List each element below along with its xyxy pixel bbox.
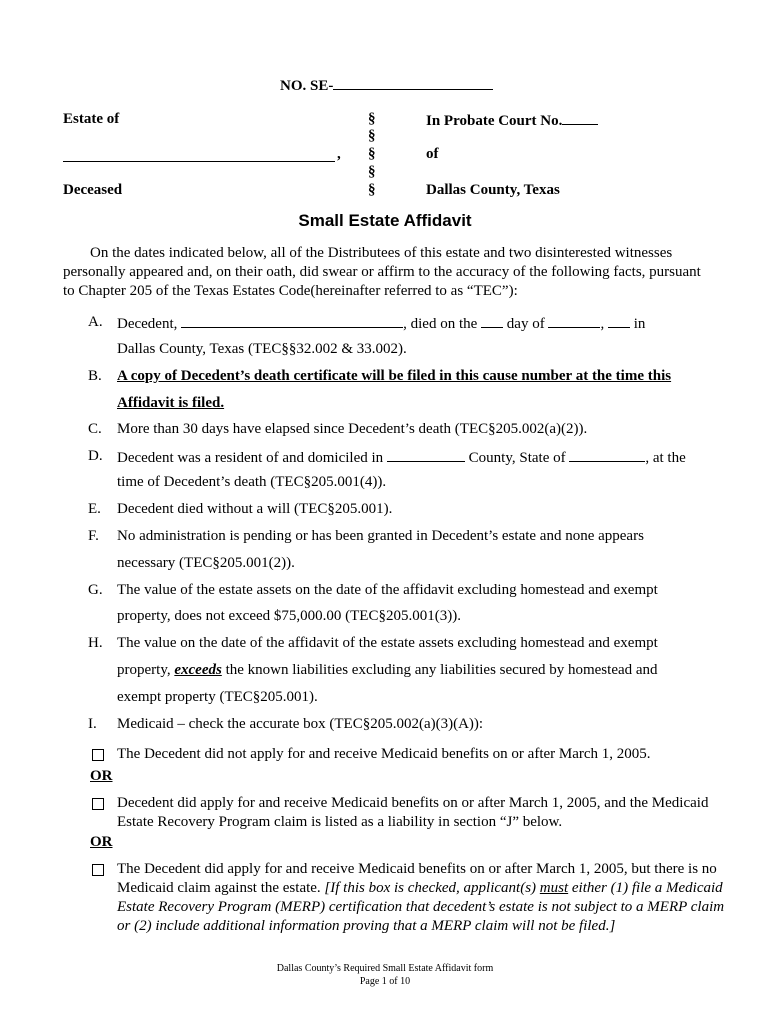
- item-f-continued: necessary (TEC§205.001(2)).: [117, 555, 295, 571]
- name-comma: ,: [337, 146, 341, 162]
- item-label: I.: [88, 716, 97, 732]
- decedent-name-blank[interactable]: [63, 148, 335, 162]
- option-3-must: must: [539, 880, 569, 896]
- section-mark: §: [368, 111, 376, 127]
- item-label: D.: [88, 448, 103, 464]
- item-label: B.: [88, 368, 102, 384]
- item-h-liabilities-text: the known liabilities excluding any liabilities secured by homestead and: [225, 662, 658, 678]
- county-label: Dallas County, Texas: [426, 182, 560, 198]
- item-c-text: More than 30 days have elapsed since Decedent’s death (TEC§205.002(a)(2)).: [117, 421, 588, 437]
- month-blank[interactable]: [548, 314, 600, 328]
- item-h-text: The value on the date of the affidavit of the estate assets excluding homestead and exempt: [117, 635, 658, 651]
- case-number: [280, 76, 493, 95]
- item-text: [117, 314, 645, 333]
- year-blank[interactable]: [608, 314, 630, 328]
- option-3-italic-text: [If this box is checked, applicant(s): [324, 880, 537, 896]
- estate-of-label: Estate of: [63, 111, 120, 127]
- or-label: OR: [90, 768, 113, 784]
- item-h-continued: [117, 662, 658, 679]
- item-label: G.: [88, 582, 103, 598]
- medicaid-option-2-text: Decedent did apply for and receive Medicaid benefits on or after March 1, 2005, and the Medicaid Estate Recovery Program claim is listed as a liability in section “J” below.: [117, 795, 709, 830]
- court-number-blank[interactable]: [562, 111, 598, 125]
- item-d-atthe-label: , at the: [645, 450, 686, 466]
- state-blank[interactable]: [569, 448, 645, 462]
- footer-form-name: Dallas County’s Required Small Estate Affidavit form: [276, 963, 494, 974]
- item-label: C.: [88, 421, 102, 437]
- section-mark: §: [368, 164, 376, 180]
- probate-court-label: In Probate Court No.: [426, 113, 563, 129]
- item-f-text: No administration is pending or has been granted in Decedent’s estate and none appears: [117, 528, 644, 544]
- section-mark: §: [368, 182, 376, 198]
- item-b-continued: Affidavit is filed.: [117, 395, 225, 411]
- item-label: E.: [88, 501, 101, 517]
- medicaid-option-3-text: [117, 860, 727, 936]
- item-a-comma: ,: [600, 316, 605, 332]
- item-g-text: The value of the estate assets on the date of the affidavit excluding homestead and exempt: [117, 582, 658, 598]
- intro-text: On the dates indicated below, all of the Distributees of this estate and two disinterested witnesses personally appeared and, on their oath, did swear or affirm to the accuracy of the following facts, pursuant to Chapter 205 of the Texas Estates Code(hereinafter referred to as “TEC”):: [63, 245, 701, 299]
- day-blank[interactable]: [481, 314, 503, 328]
- item-a-decedent-label: Decedent,: [117, 316, 178, 332]
- item-i-text: Medicaid – check the accurate box (TEC§205.002(a)(3)(A)):: [117, 716, 484, 732]
- item-a-continued: Dallas County, Texas (TEC§§32.002 & 33.002).: [117, 341, 407, 357]
- medicaid-option-3-checkbox[interactable]: [92, 864, 104, 876]
- deceased-label: Deceased: [63, 182, 123, 198]
- page-title: Small Estate Affidavit: [298, 211, 472, 230]
- medicaid-option-1-checkbox[interactable]: [92, 749, 104, 761]
- option-3-italic-text-2: either (1) file a Medicaid Estate Recovery Program (MERP) certification that decedent’s estate is not subject to a MERP claim or (2) include additional information proving that a MERP claim will not be filed.]: [117, 880, 725, 934]
- section-mark: §: [368, 146, 376, 162]
- item-d-continued: time of Decedent’s death (TEC§205.001(4)).: [117, 474, 387, 490]
- option-3-plain-text: The Decedent did apply for and receive Medicaid benefits on or after March 1, 2005, but there is no Medicaid claim against the estate.: [117, 861, 717, 896]
- item-a-in-label: in: [633, 316, 646, 332]
- probate-court: [426, 111, 598, 130]
- item-a-dayof-label: day of: [506, 316, 545, 332]
- item-d-state-label: County, State of: [468, 450, 566, 466]
- case-number-label: NO. SE-: [280, 78, 334, 94]
- item-text: [117, 448, 686, 467]
- medicaid-option-2-checkbox[interactable]: [92, 798, 104, 810]
- decedent-blank[interactable]: [181, 314, 403, 328]
- item-h-exceeds: exceeds: [174, 662, 222, 678]
- item-label: H.: [88, 635, 103, 651]
- county-blank[interactable]: [387, 448, 465, 462]
- item-h-property-label: property,: [117, 662, 171, 678]
- section-mark: §: [368, 128, 376, 144]
- item-d-resident-label: Decedent was a resident of and domiciled in: [117, 450, 384, 466]
- item-label: A.: [88, 314, 103, 330]
- item-label: F.: [88, 528, 99, 544]
- item-g-continued: property, does not exceed $75,000.00 (TEC§205.001(3)).: [117, 608, 461, 624]
- case-number-blank[interactable]: [333, 76, 493, 90]
- item-e-text: Decedent died without a will (TEC§205.001).: [117, 501, 393, 517]
- intro-paragraph: [63, 244, 713, 301]
- item-b-text: A copy of Decedent’s death certificate will be filed in this cause number at the time this: [117, 368, 672, 384]
- of-label: of: [426, 146, 439, 162]
- or-label: OR: [90, 834, 113, 850]
- footer-page-number: Page 1 of 10: [359, 976, 411, 987]
- medicaid-option-1-text: The Decedent did not apply for and receive Medicaid benefits on or after March 1, 2005.: [117, 746, 651, 762]
- item-a-died-label: , died on the: [403, 316, 478, 332]
- item-h-continued-2: exempt property (TEC§205.001).: [117, 689, 318, 705]
